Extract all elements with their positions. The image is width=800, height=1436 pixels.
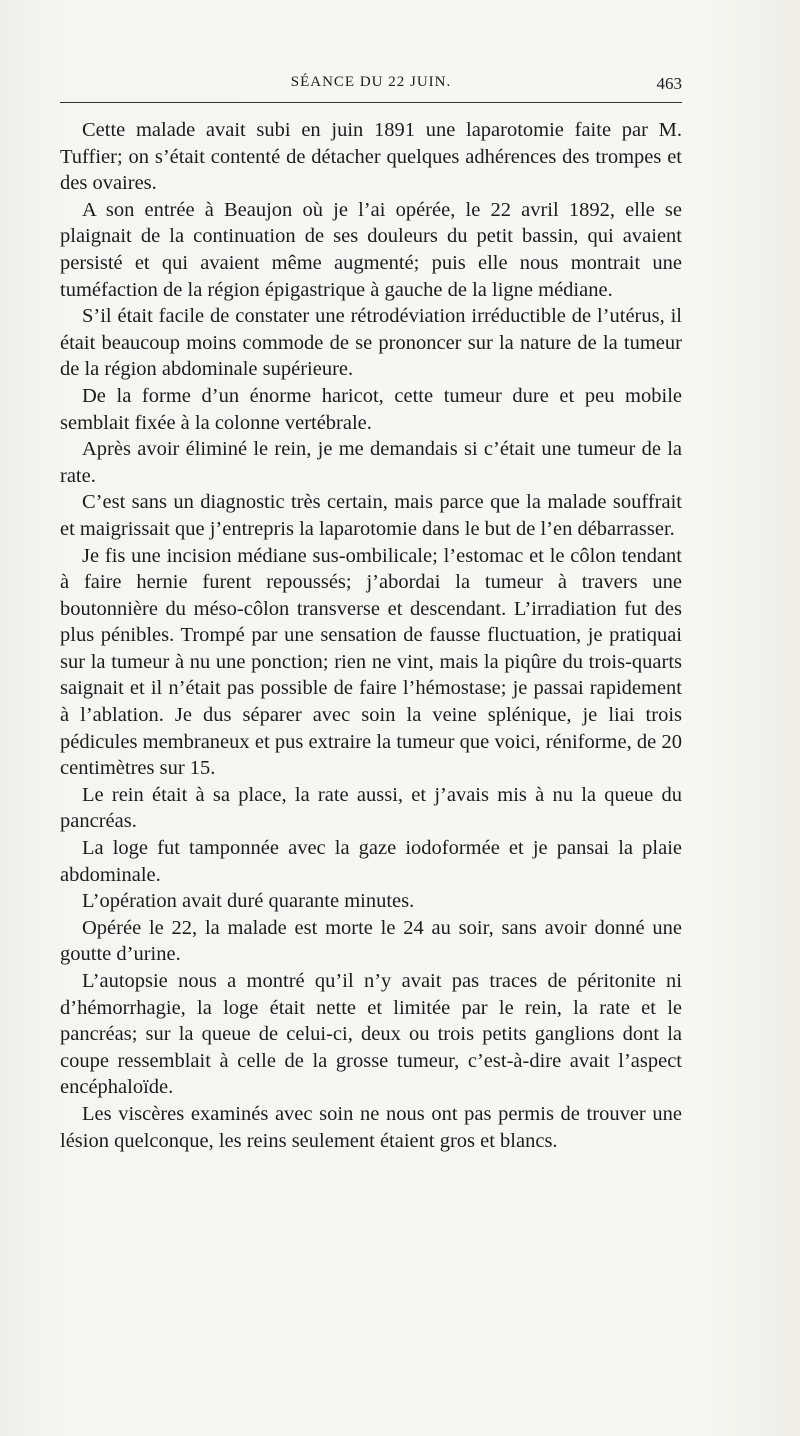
paragraph: A son entrée à Beaujon où je l’ai opérée, le 22 avril 1892, elle se plaignait de la continuation de ses douleurs du petit bassin, qui avaient persisté et qui avaient même augmenté; puis elle nous montrait une tuméfaction de la région épigastrique à gauche de la ligne médiane. [60, 198, 682, 301]
paragraph: Le rein était à sa place, la rate aussi, et j’avais mis à nu la queue du pancréas. [60, 783, 682, 833]
header-rule [60, 102, 682, 103]
paragraph: La loge fut tamponnée avec la gaze iodoformée et je pansai la plaie abdominale. [60, 837, 682, 886]
paragraph: De la forme d’un énorme haricot, cette tumeur dure et peu mobile semblait fixée à la colonne vertébrale. [60, 384, 682, 434]
paragraph: S’il était facile de constater une rétrodéviation irréductible de l’utérus, il était beaucoup moins commode de se prononcer sur la nature de la tumeur de la région abdominale supérieure. [60, 305, 682, 381]
page-number: 463 [656, 74, 682, 93]
paragraph: Opérée le 22, la malade est morte le 24 au soir, sans avoir donné une goutte d’urine. [60, 916, 682, 966]
paragraph: Cette malade avait subi en juin 1891 une laparotomie faite par M. Tuffier; on s’était contenté de détacher quelques adhérences des trompes et des ovaires. [60, 119, 682, 195]
paragraph: Les viscères examinés avec soin ne nous ont pas permis de trouver une lésion quelconque, les reins seulement étaient gros et blancs. [60, 1102, 682, 1152]
page-header [60, 74, 682, 98]
running-title: SÉANCE DU 22 JUIN. [290, 74, 452, 90]
paragraph: Après avoir éliminé le rein, je me demandais si c’était une tumeur de la rate. [60, 438, 682, 487]
paragraph: Je fis une incision médiane sus-ombilicale; l’estomac et le côlon tendant à faire hernie furent repoussés; j’abordai la tumeur à travers une boutonnière du méso-côlon transverse et descendant. L’irradiation fut des plus pénibles. Trompé par une sensation de fausse fluctuation, je pratiquai sur la tumeur à nu une ponction; rien ne vint, mais la piqûre du trois-quarts saignait et il n’était pas possible de faire l’hémostase; je passai rapidement à l’ablation. Je dus séparer avec soin la veine splénique, je liai trois pédicules membraneux et pus extraire la tumeur que voici, réniforme, de 20 centimètres sur 15. [60, 544, 682, 780]
body-text [60, 117, 682, 1154]
paragraph: C’est sans un diagnostic très certain, mais parce que la malade souffrait et maigrissait que j’entrepris la laparotomie dans le but de l’en débarrasser. [60, 491, 682, 540]
paragraph: L’autopsie nous a montré qu’il n’y avait pas traces de péritonite ni d’hémorrhagie, la loge était nette et limitée par le rein, la rate et le pancréas; sur la queue de celui-ci, deux ou trois petits ganglions dont la coupe ressemblait à celle de la grosse tumeur, c’est-à-dire avait l’aspect encéphaloïde. [60, 970, 682, 1099]
paragraph: L’opération avait duré quarante minutes. [82, 890, 415, 913]
